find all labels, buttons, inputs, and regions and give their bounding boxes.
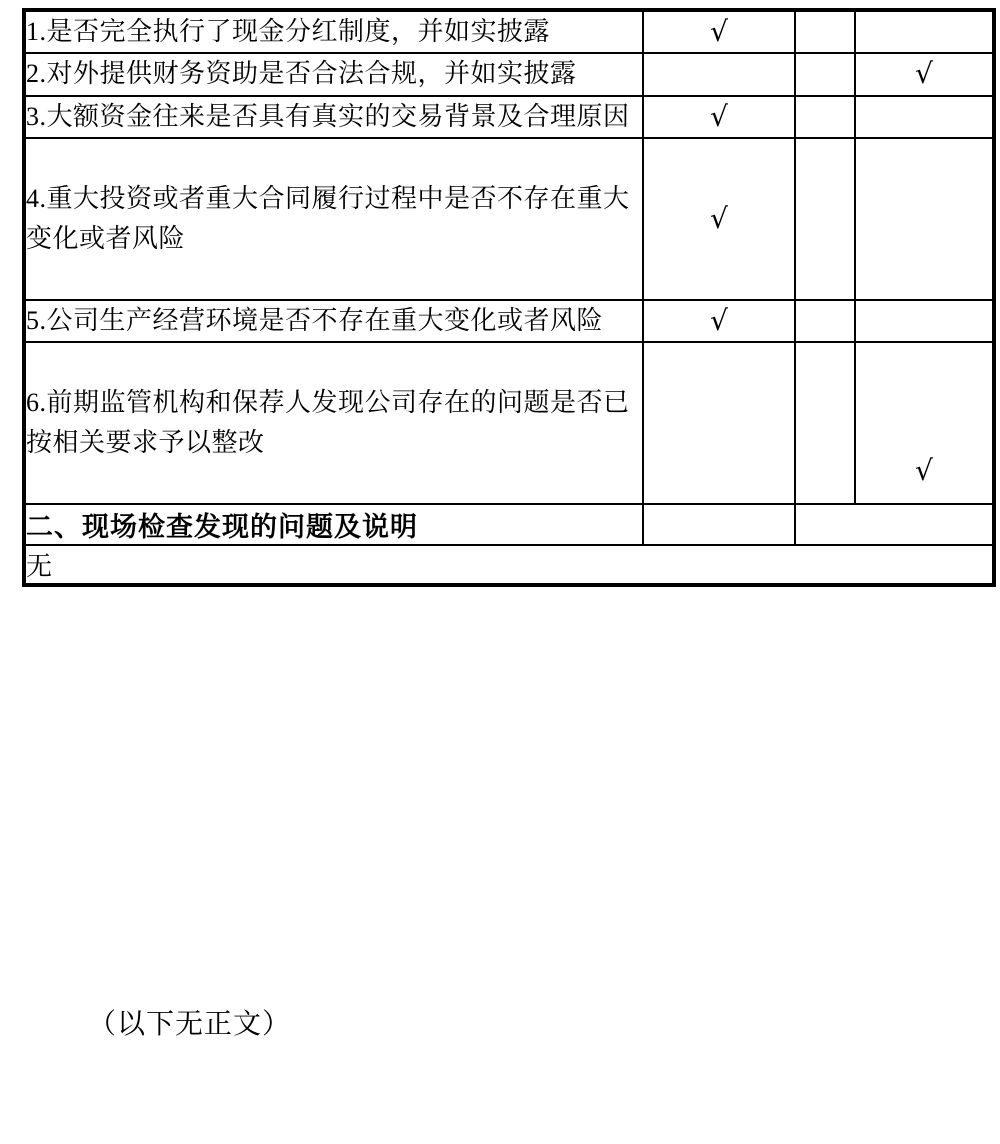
table-row-note xyxy=(24,545,994,585)
checkmark-cell-na xyxy=(855,10,994,53)
checklist-item-text: 1.是否完全执行了现金分红制度，并如实披露 xyxy=(24,10,643,53)
table-row xyxy=(24,342,994,504)
checkmark-cell-yes: √ xyxy=(643,10,795,53)
checkmark-cell-no xyxy=(795,53,855,95)
checkmark-cell-yes: √ xyxy=(643,96,795,138)
checkmark-cell-no xyxy=(795,300,855,342)
table-row xyxy=(24,138,994,300)
footer-note: （以下无正文） xyxy=(88,1009,292,1040)
checkmark-cell-no xyxy=(795,96,855,138)
checklist-item-text: 3.大额资金往来是否具有真实的交易背景及合理原因 xyxy=(24,96,643,138)
checkmark-cell-na: √ xyxy=(855,53,994,95)
table-row xyxy=(24,10,994,53)
inspection-checklist-table xyxy=(22,8,996,587)
checkmark-cell-yes: √ xyxy=(643,138,795,300)
section-title: 二、现场检查发现的问题及说明 xyxy=(24,504,643,545)
checkmark-cell-yes: √ xyxy=(643,300,795,342)
checklist-item-text: 2.对外提供财务资助是否合法合规，并如实披露 xyxy=(24,53,643,95)
checkmark-cell-no xyxy=(795,10,855,53)
checklist-item-text: 6.前期监管机构和保荐人发现公司存在的问题是否已按相关要求予以整改 xyxy=(24,342,643,504)
checkmark-cell-no xyxy=(795,138,855,300)
table-row xyxy=(24,300,994,342)
section-blank-cell-c xyxy=(795,504,855,545)
checklist-item-text: 5.公司生产经营环境是否不存在重大变化或者风险 xyxy=(24,300,643,342)
checklist-item-text: 4.重大投资或者重大合同履行过程中是否不存在重大变化或者风险 xyxy=(24,138,643,300)
checkmark-cell-na xyxy=(855,300,994,342)
checkmark-cell-na xyxy=(855,138,994,300)
checkmark-cell-na xyxy=(855,96,994,138)
section-note: 无 xyxy=(24,545,994,585)
table-body xyxy=(24,10,994,585)
checkmark-cell-yes xyxy=(643,53,795,95)
checkmark-cell-yes xyxy=(643,342,795,504)
table-row-section-header xyxy=(24,504,994,545)
section-blank-cell-b xyxy=(643,504,795,545)
table-row xyxy=(24,96,994,138)
section-blank-cell-d xyxy=(855,504,994,545)
table-row xyxy=(24,53,994,95)
checkmark-cell-na: √ xyxy=(855,342,994,504)
checkmark-cell-no xyxy=(795,342,855,504)
